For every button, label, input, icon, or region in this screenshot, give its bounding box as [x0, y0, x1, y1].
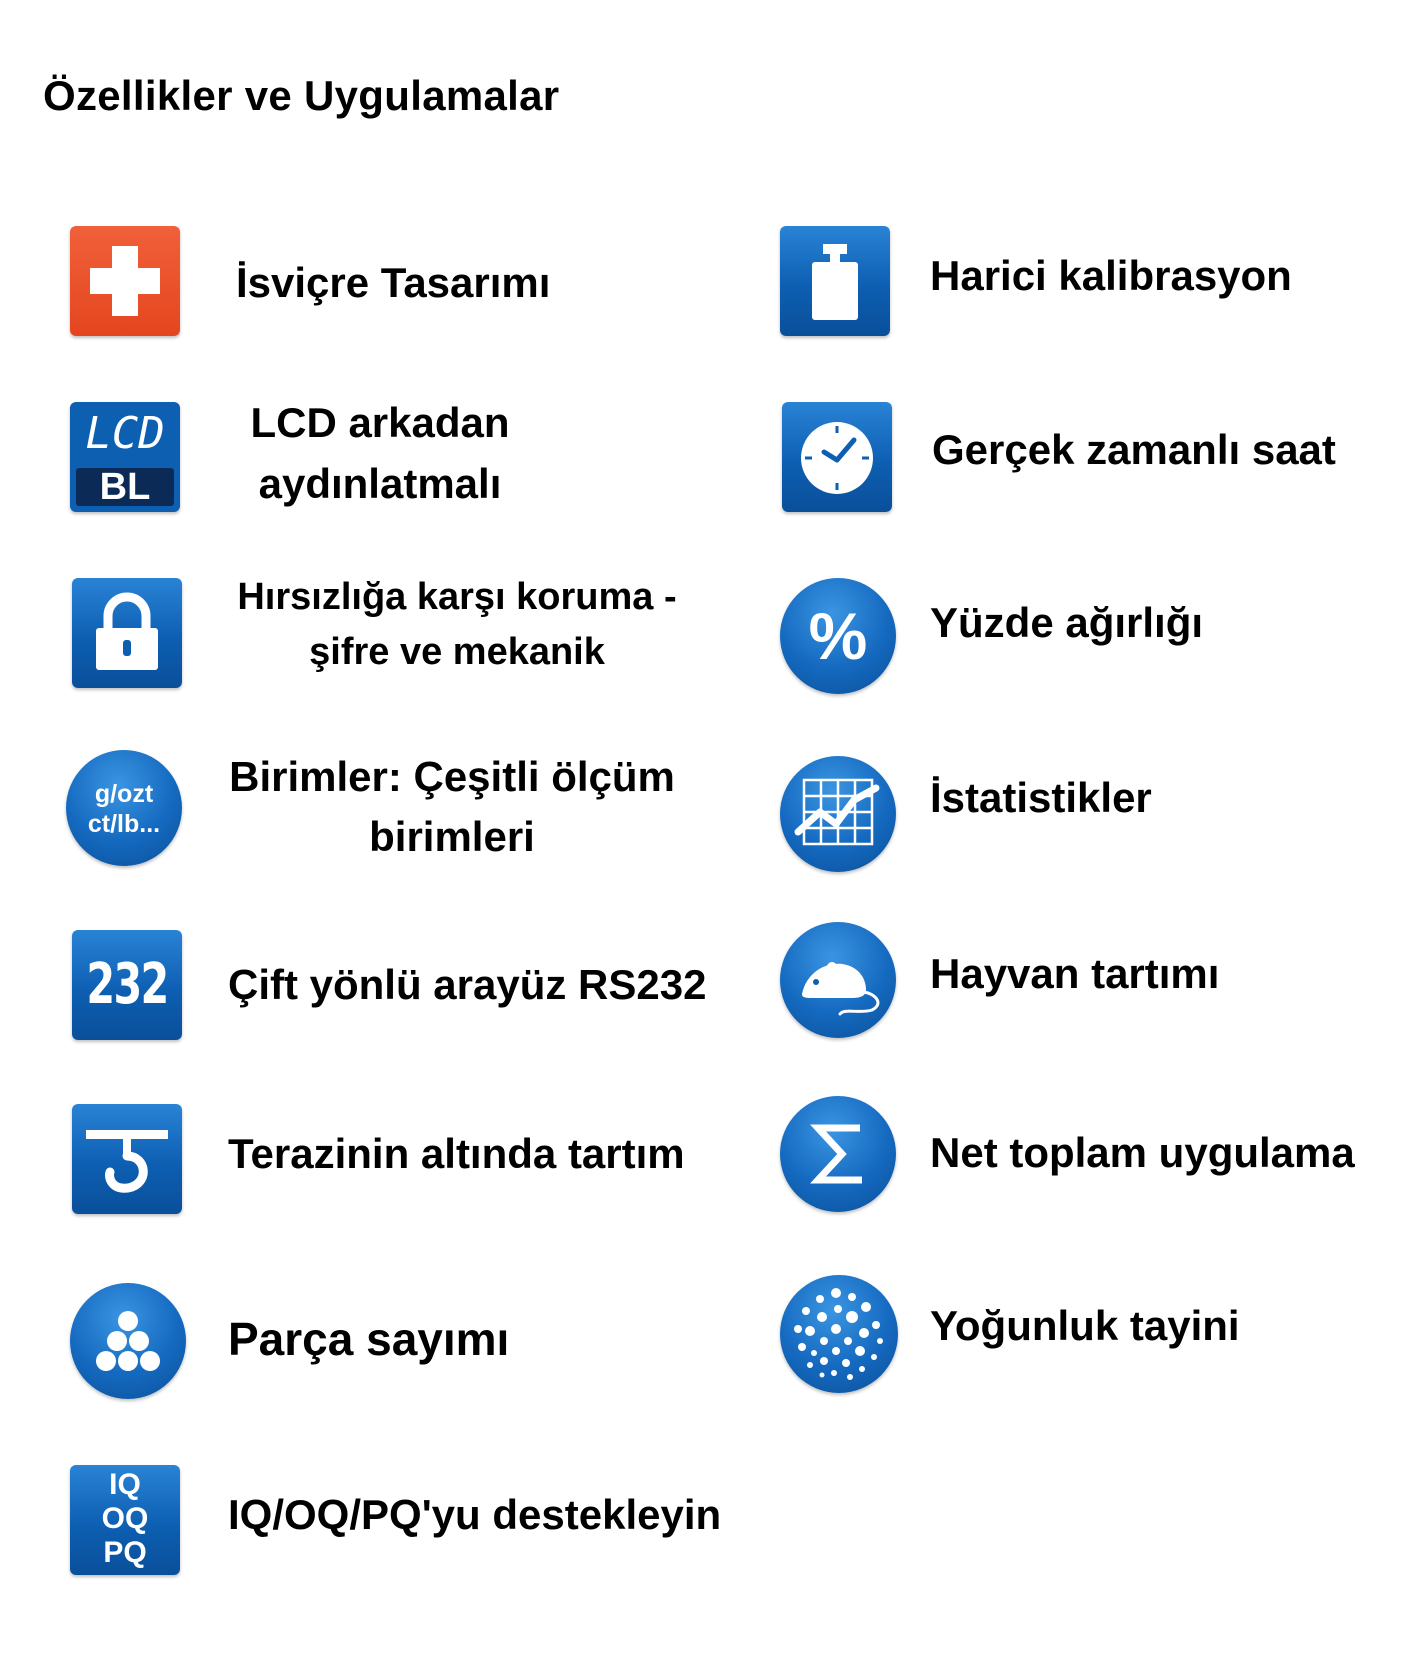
- percent-icon: [780, 578, 896, 694]
- feature-label-lcd-line2: aydınlatmalı: [258, 459, 502, 507]
- feature-label-units: [212, 747, 692, 866]
- feature-label-animal-weighing: Hayvan tartımı: [930, 950, 1220, 997]
- sigma-icon: [780, 1096, 896, 1212]
- feature-label-net-total: Net toplam uygulama: [930, 1129, 1355, 1176]
- feature-label-anti-theft: [212, 570, 702, 680]
- padlock-icon: [72, 578, 182, 688]
- feature-label-anti-theft-line1: Hırsızlığa karşı koruma -: [237, 576, 677, 618]
- feature-label-units-line1: Birimler: Çeşitli ölçüm: [229, 753, 675, 800]
- iq-oq-pq-icon: [70, 1465, 180, 1575]
- lcd-text: LCD: [85, 408, 165, 459]
- feature-label-density: Yoğunluk tayini: [930, 1302, 1240, 1349]
- feature-label-anti-theft-line2: şifre ve mekanik: [309, 631, 605, 674]
- swiss-cross-icon: [70, 226, 180, 336]
- feature-label-statistics: İstatistikler: [930, 774, 1152, 821]
- lcd-backlight-icon: [70, 402, 180, 512]
- page-title: Özellikler ve Uygulamalar: [43, 72, 560, 119]
- feature-label-below-balance: Terazinin altında tartım: [228, 1130, 685, 1177]
- feature-label-swiss-design: İsviçre Tasarımı: [236, 259, 551, 306]
- bl-text: BL: [99, 466, 151, 508]
- feature-label-lcd-backlight: [230, 393, 530, 515]
- oq-text: OQ: [101, 1502, 149, 1535]
- feature-label-external-calibration: Harici kalibrasyon: [930, 252, 1292, 299]
- feature-label-rs232: Çift yönlü arayüz RS232: [228, 961, 707, 1008]
- calibration-weight-icon: [780, 226, 890, 336]
- feature-label-percent-weighing: Yüzde ağırlığı: [930, 599, 1204, 646]
- clock-icon: [782, 402, 892, 512]
- piece-counting-icon: [70, 1283, 186, 1399]
- density-dots-icon: [780, 1275, 898, 1393]
- below-balance-hook-icon: [72, 1104, 182, 1214]
- iq-text: IQ: [109, 1468, 141, 1501]
- percent-text: %: [808, 599, 868, 673]
- feature-label-iq-oq-pq: IQ/OQ/PQ'yu destekleyin: [228, 1491, 722, 1538]
- feature-label-units-line2: birimleri: [369, 812, 535, 860]
- rs232-text: 232: [86, 952, 168, 1017]
- feature-label-real-time-clock: Gerçek zamanlı saat: [932, 426, 1336, 473]
- statistics-chart-icon: [780, 756, 896, 872]
- feature-label-piece-counting: Parça sayımı: [228, 1313, 510, 1365]
- feature-label-lcd-line1: LCD arkadan: [250, 399, 510, 446]
- units-icon: [66, 750, 182, 866]
- rs232-icon: [72, 930, 182, 1040]
- units-text-line1: g/ozt: [94, 780, 154, 808]
- mouse-icon: [780, 922, 896, 1038]
- units-text-line2: ct/lb...: [87, 810, 161, 838]
- pq-text: PQ: [103, 1536, 147, 1569]
